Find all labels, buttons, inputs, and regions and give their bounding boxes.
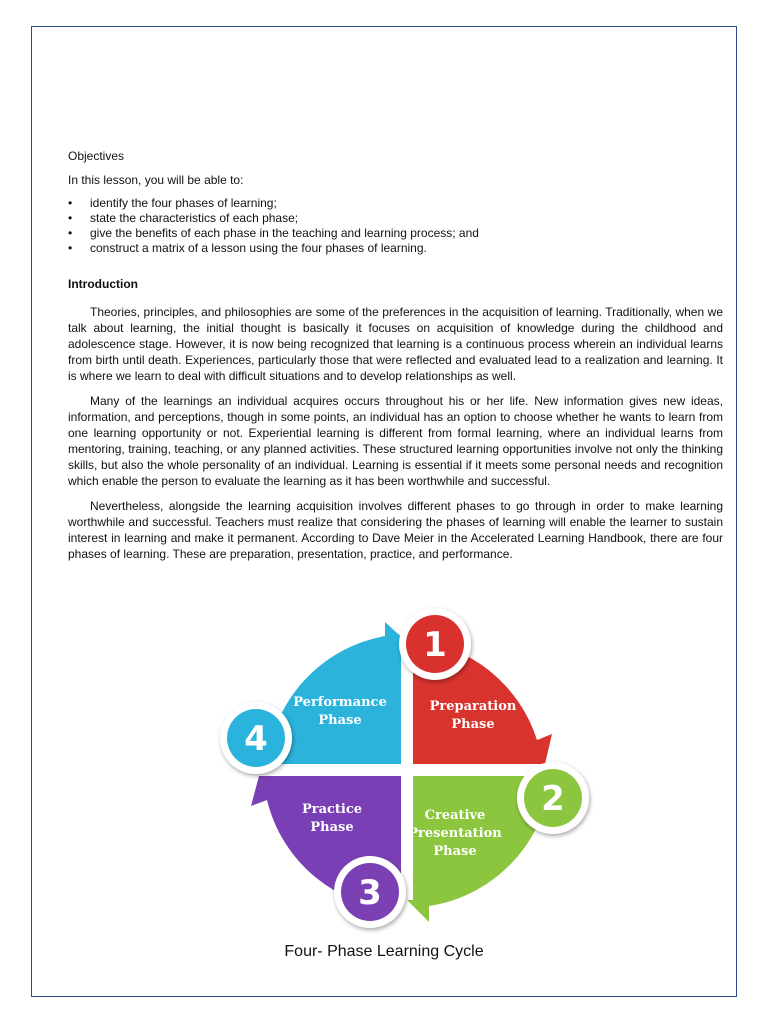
practice-label-line2: Phase	[310, 820, 354, 835]
document-body	[68, 148, 723, 571]
objective-item	[68, 226, 723, 241]
badge-number-3: 3	[358, 873, 382, 913]
performance-label-line2: Phase	[318, 713, 362, 728]
preparation-label-line2: Phase	[451, 717, 495, 732]
objectives-list	[68, 196, 723, 256]
figure-caption: Four- Phase Learning Cycle	[284, 943, 484, 960]
introduction-paragraph: Nevertheless, alongside the learning acquisition involves different phases to go through in order to make learning worthwhile and successful. Teachers must realize that considering the phases of learning will enable the learner to sustain interest in learning and make it permanent. According to Dave Meier in the Accelerated Learning Handbook, there are four phases of learning. These are preparation, presentation, practice, and performance.	[68, 499, 723, 561]
preparation-label-line1: Preparation	[429, 699, 517, 714]
objective-text: state the characteristics of each phase;	[90, 211, 299, 225]
objective-text: construct a matrix of a lesson using the four phases of learning.	[90, 241, 427, 255]
badge-number-4: 4	[244, 719, 268, 759]
bullet-icon: •	[68, 196, 73, 210]
objective-item	[68, 241, 723, 256]
objective-item	[68, 196, 723, 211]
introduction-paragraph: Many of the learnings an individual acquires occurs throughout his or her life. New information gives new ideas, information, and perceptions, though in some points, an individual has an option to choose whether he wants to learn from one learning opportunity or not. Experiential learning is different from formal learning, where an individual learns from mentoring, training, teaching, or any planned activities. These structured learning opportunities involve not only the thinking skills, but also the whole personality of an individual. Learning is essential if it meets some personal needs and recognition which enable the person to evaluate the learning as it has been worthwhile and successful.	[68, 394, 723, 488]
practice-label-line1: Practice	[301, 802, 363, 817]
bullet-icon: •	[68, 226, 73, 240]
introduction-paragraph: Theories, principles, and philosophies are some of the preferences in the acquisition of learning. Traditionally, when we talk about learning, the initial thought is basically it focuses on acquisition of knowledge during the childhood and adolescence stage. However, it is now being recognized that learning is a continuous process wherein an individual learns from birth until death. Experiences, particularly those that were reflected and evaluated lead to a realization and learning. It is where we learn to deal with difficult situations and to develop relationships as well.	[68, 305, 723, 383]
presentation-label-line3: Phase	[433, 844, 477, 859]
badge-number-1: 1	[423, 625, 447, 665]
objective-text: identify the four phases of learning;	[90, 196, 277, 210]
presentation-label-line2: Presentation	[408, 826, 502, 841]
introduction-heading: Introduction	[68, 277, 138, 291]
objectives-heading: Objectives	[68, 149, 125, 163]
objective-item	[68, 211, 723, 226]
performance-label-line1: Performance	[293, 695, 387, 710]
learning-cycle-graphic	[207, 600, 607, 936]
bullet-icon: •	[68, 211, 73, 225]
objectives-lead: In this lesson, you will be able to:	[68, 173, 244, 187]
presentation-label-line1: Creative	[424, 808, 486, 823]
bullet-icon: •	[68, 241, 73, 255]
objective-text: give the benefits of each phase in the teaching and learning process; and	[90, 226, 479, 240]
badge-number-2: 2	[541, 779, 565, 819]
learning-cycle-diagram	[207, 600, 607, 936]
